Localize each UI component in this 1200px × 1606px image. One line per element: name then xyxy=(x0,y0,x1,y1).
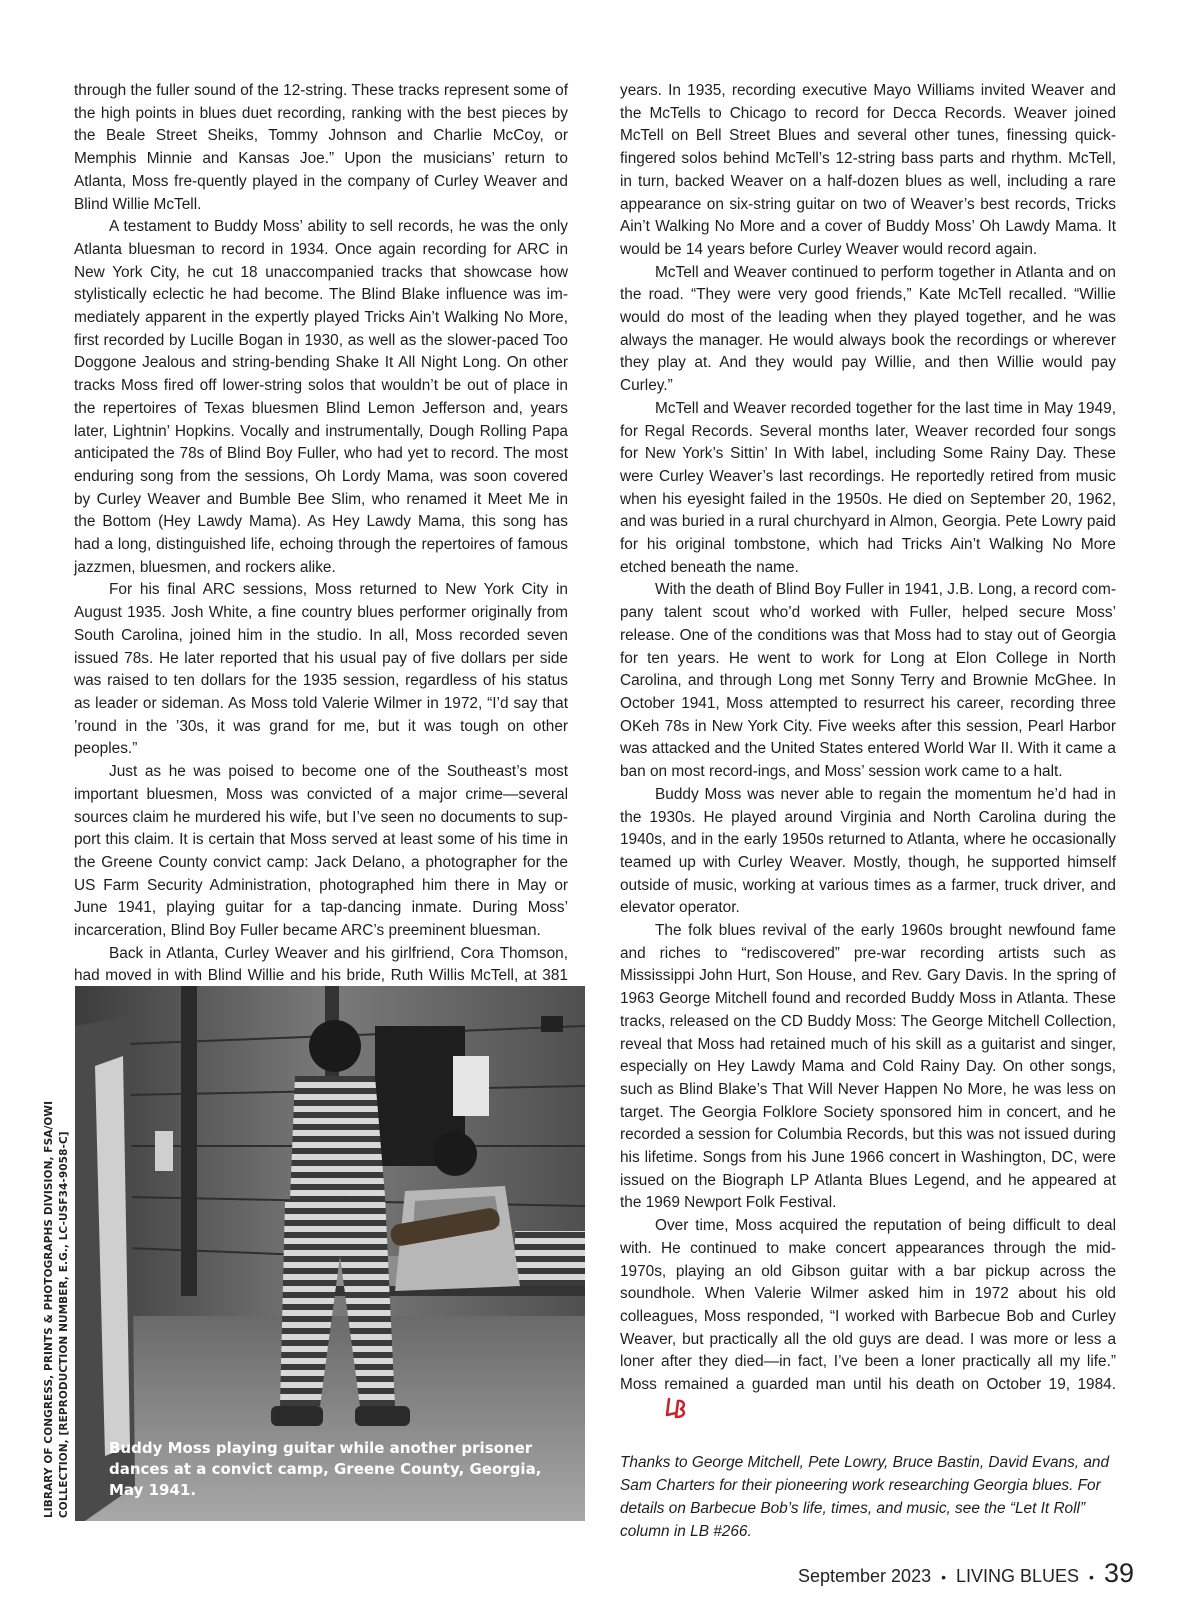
final-paragraph-text: Over time, Moss acquired the reputation of being difficult to deal with. He continued to make concert appearances through the mid-1970s, playing an old Gibson guitar with a bar pickup across the soundhole. When Valerie Wilmer asked him in 1972 about his old colleagues, Moss responded, “I worked with Barbecue Bob and Curley Weaver, but practically all the old guys are dead. I was more or less a loner after they died—in fact, I’ve been a loner practically all my life.” Moss remained a guarded man until his death on October 19, 1984. xyxy=(620,1217,1116,1394)
body-paragraph: years. In 1935, recording executive Mayo Williams invited Weaver and the McTells to Chicago to record for Decca Records. Weaver joined McTell on Bell Street Blues and several other tunes, finessing quick-fingered solos behind McTell’s 12-string bass parts and rhythm. McTell, in turn, backed Weaver on a half-dozen blues as well, including a rare appearance on six-string guitar on two of Weaver’s best records, Tricks Ain’t Walking No More and a cover of Buddy Moss’ Oh Lawdy Mama. It would be 14 years before Curley Weaver would record again. xyxy=(620,82,1116,258)
convict-camp-photo xyxy=(75,986,585,1521)
body-paragraph: Back in Atlanta, Curley Weaver and his girlfriend, Cora Thomson, had moved in with Blind Willie and his bride, Ruth Willis McTell, at 381 xyxy=(74,944,568,985)
body-paragraph: McTell and Weaver continued to perform together in Atlanta and on the road. “They were very good friends,” Kate McTell recalled. “Willie would do most of the leading when they played together, and he was always the manager. He would always book the recordings or wherever they play at. And they would pay Willie, and then Willie would pay Curley.” xyxy=(620,263,1116,395)
footer-separator: • xyxy=(941,1569,946,1585)
body-paragraph: McTell and Weaver recorded together for the last time in May 1949, for Regal Records. Several months later, Weaver recorded four songs for New York’s Sittin’ In With label, including Some Rainy Day. These were Curley Weaver’s last recordings. He reportedly retired from music when his eyesight failed in the 1950s. He died on September 20, 1962, and was buried in a rural churchyard in Almon, Georgia. Pete Lowry paid for his original tombstone, which had Tricks Ain’t Walking No More etched beneath the name. xyxy=(620,399,1116,576)
lb-end-mark-icon xyxy=(628,1397,691,1429)
right-column xyxy=(620,80,1116,1543)
body-paragraph: A testament to Buddy Moss’ ability to sell records, he was the only Atlanta bluesman to record in 1934. Once again recording for ARC in New York City, he cut 18 unaccompanied tracks that showcase how stylistically eclectic he had become. The Blind Blake influence was im-mediately apparent in the expertly played Tricks Ain’t Walking No More, first recorded by Lucille Bogan in 1930, as well as the slower-paced Too Doggone Jealous and string-bending Shake It All Night Long. On other tracks Moss fired off lower-string solos that wouldn’t be out of place in the repertoires of Texas bluesmen Blind Lemon Jefferson and, years later, Lightnin’ Hopkins. Vocally and instrumentally, Dough Rolling Papa anticipated the 78s of Blind Boy Fuller, who had yet to record. The most enduring song from the sessions, Oh Lordy Mama, was soon covered by Curley Weaver and Bumble Bee Slim, who renamed it Meet Me in the Bottom (Hey Lawdy Mama). As Hey Lawdy Mama, this song has had a long, distinguished life, echoing through the repertoires of famous jazzmen, bluesmen, and rockers alike. xyxy=(74,218,568,576)
photo-caption: Buddy Moss playing guitar while another prisoner dances at a convict camp, Greene County, Georgia, May 1941. xyxy=(109,1439,542,1499)
issue-date: September 2023 xyxy=(798,1566,932,1586)
page-number: 39 xyxy=(1103,1558,1134,1588)
footer-separator: • xyxy=(1089,1569,1094,1585)
body-paragraph: With the death of Blind Boy Fuller in 1941, J.B. Long, a record com-pany talent scout who’d worked with Fuller, helped secure Moss’ release. One of the conditions was that Moss had to stay out of Georgia for ten years. He went to work for Long at Elon College in North Carolina, and through Long met Sonny Terry and Brownie McGhee. In October 1941, Moss attempted to resurrect his career, recording three OKeh 78s in New York City. Five weeks after this session, Pearl Harbor was attacked and the United States entered World War II. With it came a ban on most record-ings, and Moss’ session work came to a halt. xyxy=(620,581,1116,781)
body-paragraph: through the fuller sound of the 12-string. These tracks represent some of the high points in blues duet recording, ranking with the best pieces by the Beale Street Sheiks, Tommy Johnson and Charlie McCoy, or Memphis Minnie and Kansas Joe.” Upon the musicians’ return to Atlanta, Moss fre-quently played in the company of Curley Weaver and Blind Willie McTell. xyxy=(74,82,568,213)
magazine-name: LIVING BLUES xyxy=(956,1566,1080,1586)
final-paragraph xyxy=(620,1215,1116,1428)
left-column xyxy=(74,80,568,1011)
page-footer xyxy=(798,1558,1134,1589)
acknowledgment-note: Thanks to George Mitchell, Pete Lowry, Bruce Bastin, David Evans, and Sam Charters for their pioneering work researching Georgia blues. For details on Barbecue Bob’s life, times, and music, see the “Let It Roll” column in LB #266. xyxy=(620,1454,1110,1540)
body-paragraph: The folk blues revival of the early 1960s brought newfound fame and riches to “rediscovered” pre-war recording artists such as Mississippi John Hurt, Son House, and Rev. Gary Davis. In the spring of 1963 George Mitchell found and recorded Buddy Moss in Atlanta. These tracks, released on the CD Buddy Moss: The George Mitchell Collection, reveal that Moss had retained much of his skill as a guitarist and singer, especially on Hey Lawdy Mama and Cold Rainy Day. On other songs, such as Blind Blake’s That Will Never Happen No More, he was less on target. The Georgia Folklore Society sponsored him in concert, and he recorded a session for Columbia Records, but this was not issued during his lifetime. Songs from his June 1966 concert in Washington, DC, were issued on the Biograph LP Atlanta Blues Legend, and he appeared at the 1969 Newport Folk Festival. xyxy=(620,922,1116,1212)
body-paragraph: Buddy Moss was never able to regain the momentum he’d had in the 1930s. He played around Virginia and North Carolina during the 1940s, and in the early 1950s returned to Atlanta, where he occasionally teamed up with Curley Weaver. Mostly, though, he supported himself outside of music, working at various times as a farmer, truck driver, and elevator operator. xyxy=(620,785,1116,917)
photo-credit: LIBRARY OF CONGRESS, PRINTS & PHOTOGRAPHS DIVISION, FSA/OWI COLLECTION, [REPRODUCTION NUMBER, E.G., LC-USF34-9058-C] xyxy=(43,1100,70,1518)
body-paragraph: For his final ARC sessions, Moss returned to New York City in August 1935. Josh White, a fine country blues performer originally from South Carolina, joined him in the studio. In all, Moss recorded seven issued 78s. He later reported that his usual pay of five dollars per side was raised to ten dollars for the 1935 session, regardless of his status as leader or sideman. As Moss told Valerie Wilmer in 1972, “I’d say that ’round in the ’30s, it was grand for me, but it was tough on other peoples.” xyxy=(74,581,568,758)
body-paragraph: Just as he was poised to become one of the Southeast’s most important bluesmen, Moss was convicted of a major crime—several sources claim he murdered his wife, but I’ve seen no documents to sup-port this claim. It is certain that Moss served at least some of his time in the Greene County convict camp: Jack Delano, a photographer for the US Farm Security Administration, photographed him there in May or June 1941, playing guitar for a tap-dancing inmate. During Moss’ incarceration, Blind Boy Fuller became ARC’s preeminent bluesman. xyxy=(74,763,568,940)
